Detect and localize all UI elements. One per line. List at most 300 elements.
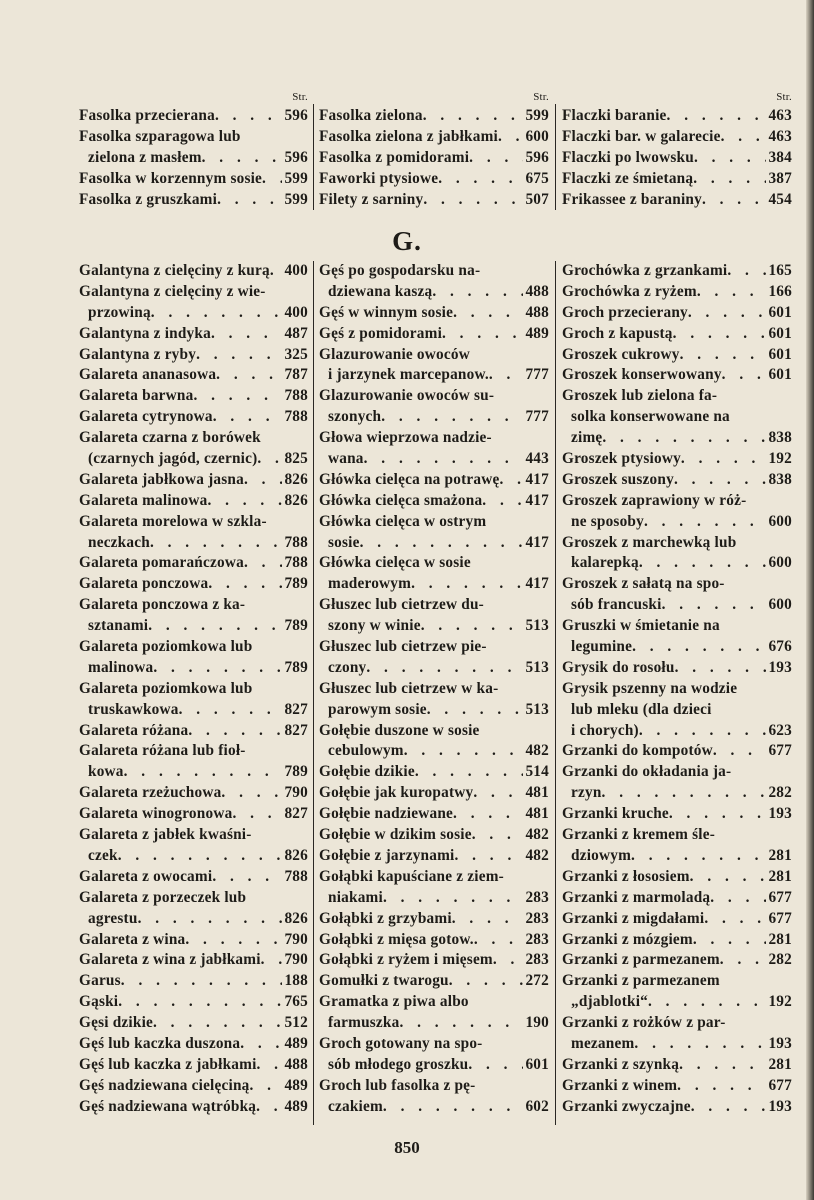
- index-entry: [79, 428, 308, 449]
- dot-leader: [720, 950, 767, 971]
- entry-page-number: 481: [525, 784, 549, 802]
- entry-title: Grzanki z marmoladą: [562, 888, 711, 906]
- index-entry: [319, 148, 549, 169]
- index-entry: [79, 386, 308, 407]
- index-entry: [562, 950, 792, 971]
- entry-title: cebulowym: [328, 742, 404, 760]
- dot-leader: [202, 148, 283, 169]
- entry-page-number: 790: [284, 784, 308, 802]
- entry-page-number: 599: [525, 107, 549, 124]
- index-entry: [319, 1013, 549, 1034]
- entry-title: Grzanki z mózgiem: [562, 930, 693, 948]
- index-entry: [562, 449, 792, 470]
- entry-title: Grzanki z kremem śle-: [562, 826, 716, 844]
- dot-leader: [710, 888, 766, 909]
- index-entry: [79, 1013, 308, 1034]
- index-entry: [562, 553, 792, 574]
- dot-leader: [673, 324, 767, 345]
- entry-page-number: 677: [768, 888, 792, 906]
- dot-leader: [489, 365, 524, 386]
- entry-title: Grochówka z grzankami: [562, 262, 728, 279]
- entry-title: Gęś nadziewana cielęciną: [79, 1076, 250, 1094]
- entry-title: Grzanki z łososiem: [562, 867, 690, 885]
- entry-page-number: 826: [284, 470, 308, 488]
- index-entry: [319, 909, 549, 930]
- entry-title: Gołębie nadziewane: [319, 805, 454, 823]
- entry-title: sztanami: [88, 617, 149, 635]
- dot-leader: [153, 1013, 282, 1034]
- entry-page-number: 513: [525, 658, 549, 676]
- dot-leader: [364, 449, 524, 470]
- entry-page-number: 417: [525, 575, 549, 593]
- index-entry: [319, 303, 549, 324]
- entry-page-number: 601: [525, 1055, 549, 1073]
- index-entry: [79, 1055, 308, 1076]
- entry-title: Gęś lub kaczka z jabłkami: [79, 1055, 257, 1073]
- entry-title: Groszek cukrowy: [562, 345, 680, 363]
- entry-title: Grzanki do okładania ja-: [562, 763, 732, 781]
- entry-page-number: 677: [768, 742, 792, 760]
- index-column-g-1: [79, 261, 308, 1118]
- dot-leader: [244, 553, 283, 574]
- dot-leader: [421, 616, 524, 637]
- entry-title: Garus: [79, 972, 121, 990]
- entry-title: Fasolka szparagowa lub: [79, 127, 241, 145]
- column-divider: [555, 261, 556, 1125]
- index-entry: [79, 637, 308, 658]
- index-entry: [319, 616, 549, 637]
- dot-leader: [244, 470, 283, 491]
- index-entry: [319, 282, 549, 303]
- entry-page-number: 512: [284, 1014, 308, 1032]
- dot-leader: [702, 190, 766, 211]
- entry-page-number: 282: [768, 951, 792, 969]
- dot-leader: [121, 971, 283, 992]
- index-entry: [79, 261, 308, 282]
- dot-leader: [473, 783, 523, 804]
- index-entry: [562, 190, 792, 211]
- entry-page-number: 765: [284, 993, 308, 1011]
- entry-page-number: 826: [284, 846, 308, 864]
- entry-page-number: 677: [768, 1076, 792, 1094]
- index-entry: [562, 637, 792, 658]
- entry-page-number: 826: [284, 909, 308, 927]
- dot-leader: [217, 190, 282, 211]
- dot-leader: [499, 470, 523, 491]
- dot-leader: [179, 700, 283, 721]
- index-column-f-2: [319, 88, 549, 210]
- index-entry: [562, 658, 792, 679]
- entry-title: Groch przecierany: [562, 303, 688, 321]
- entry-page-number: 600: [525, 127, 549, 145]
- index-entry: [562, 365, 792, 386]
- index-entry: [562, 867, 792, 888]
- entry-page-number: 193: [768, 805, 792, 823]
- entry-title: maderowym: [328, 575, 412, 593]
- entry-page-number: 482: [525, 826, 549, 844]
- entry-page-number: 488: [525, 282, 549, 300]
- index-entry: [562, 930, 792, 951]
- entry-title: sób młodego groszku: [328, 1055, 469, 1073]
- entry-page-number: 488: [284, 1055, 308, 1073]
- index-entry: [79, 1034, 308, 1055]
- entry-page-number: 192: [768, 450, 792, 468]
- entry-page-number: 193: [768, 1097, 792, 1115]
- entry-title: Galareta pomarańczowa: [79, 554, 244, 572]
- entry-page-number: 790: [284, 930, 308, 948]
- entry-page-number: 596: [284, 107, 308, 124]
- entry-title: Gołąbki z mięsa gotow.: [319, 930, 474, 948]
- dot-leader: [602, 428, 766, 449]
- entry-title: Grzanki z szynką: [562, 1055, 680, 1073]
- dot-leader: [404, 741, 524, 762]
- dot-leader: [468, 1055, 523, 1076]
- entry-page-number: 283: [525, 909, 549, 927]
- entry-page-number: 825: [284, 450, 308, 468]
- entry-title: Galareta malinowa: [79, 491, 208, 509]
- entry-page-number: 623: [768, 721, 792, 739]
- dot-leader: [138, 909, 283, 930]
- index-entry: [79, 804, 308, 825]
- entry-title: ne sposoby: [571, 512, 644, 530]
- dot-leader: [721, 127, 767, 148]
- dot-leader: [681, 449, 767, 470]
- entry-page-number: 838: [768, 470, 792, 488]
- entry-page-number: 826: [284, 491, 308, 509]
- index-entry: [319, 449, 549, 470]
- dot-leader: [634, 1034, 766, 1055]
- dot-leader: [694, 148, 767, 169]
- dot-leader: [148, 616, 282, 637]
- index-entry: [79, 700, 308, 721]
- entry-page-number: 190: [525, 1014, 549, 1032]
- entry-title: Filety z sarniny: [319, 190, 424, 208]
- entry-title: legumine: [571, 638, 633, 656]
- entry-page-number: 596: [525, 148, 549, 166]
- index-entry: [562, 1013, 792, 1034]
- dot-leader: [383, 888, 523, 909]
- index-entry: [562, 574, 792, 595]
- index-entry: [319, 721, 549, 742]
- index-entry: [319, 386, 549, 407]
- entry-title: Galareta jabłkowa jasna: [79, 470, 244, 488]
- entry-page-number: 676: [768, 638, 792, 656]
- entry-page-number: 827: [284, 721, 308, 739]
- entry-page-number: 788: [284, 387, 308, 405]
- page-header-label: Str.: [292, 91, 308, 103]
- index-entry: [79, 512, 308, 533]
- index-entry: [562, 595, 792, 616]
- dot-leader: [667, 106, 767, 127]
- dot-leader: [193, 386, 282, 407]
- index-entry: [79, 888, 308, 909]
- entry-page-number: 443: [525, 450, 549, 468]
- entry-title: Gołębie duszone w sosie: [319, 721, 480, 739]
- index-entry: [319, 345, 549, 366]
- index-column-f-3: [562, 88, 792, 210]
- index-entry: [79, 616, 308, 637]
- index-entry: [562, 825, 792, 846]
- index-entry: [79, 930, 308, 951]
- index-entry: [562, 1034, 792, 1055]
- dot-leader: [432, 282, 523, 303]
- entry-title: Gołębie w dzikim sosie: [319, 826, 472, 844]
- dot-leader: [472, 825, 524, 846]
- entry-page-number: 281: [768, 930, 792, 948]
- dot-leader: [188, 721, 282, 742]
- page-header-label: Str.: [533, 91, 549, 103]
- entry-title: szonych: [328, 408, 382, 426]
- entry-page-number: 193: [768, 658, 792, 676]
- dot-leader: [697, 282, 767, 303]
- entry-page-number: 488: [525, 303, 549, 321]
- entry-title: Fasolka przecierana: [79, 107, 215, 124]
- entry-title: Galantyna z indyka: [79, 324, 211, 342]
- entry-title: Groszek suszony: [562, 470, 674, 488]
- index-entry: [319, 825, 549, 846]
- dot-leader: [118, 992, 282, 1013]
- index-entry: [562, 127, 792, 148]
- entry-page-number: 514: [525, 763, 549, 781]
- dot-leader: [427, 700, 524, 721]
- entry-page-number: 417: [525, 491, 549, 509]
- entry-title: Galantyna z ryby: [79, 345, 197, 363]
- entry-title: Grzanki do kompotów: [562, 742, 713, 760]
- entry-title: Galareta ponczowa: [79, 575, 209, 593]
- dot-leader: [498, 127, 523, 148]
- dot-leader: [221, 783, 282, 804]
- index-entry: [319, 553, 549, 574]
- dot-leader: [691, 1097, 767, 1118]
- index-column-g-2: [319, 261, 549, 1118]
- page-header-label: Str.: [776, 91, 792, 103]
- entry-page-number: 677: [768, 909, 792, 927]
- entry-page-number: 513: [525, 700, 549, 718]
- entry-page-number: 325: [284, 345, 308, 363]
- entry-title: Grzanki z parmezanem: [562, 951, 720, 969]
- index-entry: [79, 169, 308, 190]
- index-entry: [319, 658, 549, 679]
- dot-leader: [150, 533, 283, 554]
- index-entry: [319, 574, 549, 595]
- entry-title: Grzanki z winem: [562, 1076, 678, 1094]
- index-entry: [319, 365, 549, 386]
- entry-title: Główka cielęca w sosie: [319, 554, 471, 572]
- entry-title: Galareta z jabłek kwaśni-: [79, 826, 252, 844]
- dot-leader: [453, 804, 523, 825]
- dot-leader: [151, 303, 283, 324]
- index-entry: [562, 1076, 792, 1097]
- index-entry: [562, 721, 792, 742]
- entry-title: parowym sosie: [328, 700, 427, 718]
- index-entry: [562, 616, 792, 637]
- index-entry: [562, 512, 792, 533]
- entry-page-number: 193: [768, 1034, 792, 1052]
- index-entry: [79, 574, 308, 595]
- column-divider: [313, 261, 314, 1125]
- dot-leader: [213, 407, 283, 428]
- entry-page-number: 788: [284, 867, 308, 885]
- entry-title: Flaczki ze śmietaną: [562, 169, 694, 187]
- dot-leader: [215, 106, 283, 127]
- index-entry: [319, 971, 549, 992]
- index-entry: [319, 491, 549, 512]
- dot-leader: [722, 365, 767, 386]
- entry-title: czony: [328, 658, 367, 676]
- entry-page-number: 400: [284, 303, 308, 321]
- entry-title: mezanem: [571, 1034, 635, 1052]
- index-entry: [79, 324, 308, 345]
- dot-leader: [257, 1055, 283, 1076]
- index-entry: [319, 804, 549, 825]
- entry-page-number: 454: [768, 190, 792, 208]
- index-entry: [562, 106, 792, 127]
- index-entry: [319, 106, 549, 127]
- index-entry: [562, 804, 792, 825]
- index-entry: [319, 512, 549, 533]
- index-entry: [562, 491, 792, 512]
- dot-leader: [449, 971, 524, 992]
- index-entry: [79, 106, 308, 127]
- entry-page-number: 463: [768, 107, 792, 124]
- section-heading: G.: [392, 226, 422, 256]
- index-entry: [319, 741, 549, 762]
- entry-title: kowa: [88, 763, 124, 781]
- dot-leader: [240, 1034, 282, 1055]
- entry-page-number: 417: [525, 533, 549, 551]
- dot-leader: [270, 261, 283, 282]
- entry-title: Gołębie z jarzynami: [319, 846, 455, 864]
- entry-page-number: 400: [284, 262, 308, 279]
- dot-leader: [262, 169, 282, 190]
- dot-leader: [411, 574, 523, 595]
- dot-leader: [196, 345, 282, 366]
- index-entry: [562, 324, 792, 345]
- entry-title: Gomułki z twarogu: [319, 972, 449, 990]
- entry-page-number: 507: [525, 190, 549, 208]
- entry-page-number: 417: [525, 470, 549, 488]
- entry-title: Grysik pszenny na wodzie: [562, 679, 738, 697]
- dot-leader: [644, 512, 766, 533]
- index-entry: [79, 190, 308, 211]
- entry-page-number: 827: [284, 805, 308, 823]
- entry-title: Groszek ptysiowy: [562, 450, 681, 468]
- dot-leader: [232, 804, 282, 825]
- dot-leader: [381, 407, 523, 428]
- index-entry: [562, 303, 792, 324]
- entry-page-number: 165: [768, 262, 792, 279]
- dot-leader: [212, 867, 282, 888]
- dot-leader: [677, 1076, 766, 1097]
- index-entry: [562, 282, 792, 303]
- entry-title: Glazurowanie owoców su-: [319, 387, 495, 405]
- index-entry: [319, 324, 549, 345]
- index-entry: [319, 595, 549, 616]
- dot-leader: [208, 574, 282, 595]
- dot-leader: [690, 867, 767, 888]
- entry-page-number: 192: [768, 993, 792, 1011]
- dot-leader: [455, 846, 524, 867]
- dot-leader: [423, 106, 524, 127]
- index-entry: [319, 637, 549, 658]
- index-entry: [79, 950, 308, 971]
- index-entry: [79, 909, 308, 930]
- index-entry: [79, 679, 308, 700]
- index-entry: [79, 365, 308, 386]
- dot-leader: [693, 169, 766, 190]
- index-entry: [319, 169, 549, 190]
- index-entry: [319, 679, 549, 700]
- entry-title: Grzanki z rożków z par-: [562, 1014, 726, 1032]
- entry-title: Groch gotowany na spo-: [319, 1034, 483, 1052]
- entry-title: Groch z kapustą: [562, 324, 673, 342]
- entry-title: Groszek konserwowany: [562, 366, 722, 384]
- entry-title: Główka cielęca w ostrym: [319, 512, 487, 530]
- index-entry: [319, 470, 549, 491]
- index-entry: [79, 721, 308, 742]
- index-entry: [319, 992, 549, 1013]
- entry-page-number: 789: [284, 617, 308, 635]
- index-entry: [562, 971, 792, 992]
- entry-page-number: 600: [768, 512, 792, 530]
- entry-page-number: 788: [284, 408, 308, 426]
- dot-leader: [185, 930, 282, 951]
- entry-title: kalarepką: [571, 554, 639, 572]
- entry-title: solka konserwowane na: [571, 408, 730, 426]
- dot-leader: [453, 303, 523, 324]
- index-entry: [79, 658, 308, 679]
- index-entry: [562, 261, 792, 282]
- dot-leader: [674, 470, 767, 491]
- index-entry: [319, 261, 549, 282]
- entry-title: Galareta z porzeczek lub: [79, 888, 247, 906]
- index-entry: [79, 345, 308, 366]
- dot-leader: [261, 950, 283, 971]
- entry-title: Galareta rzeżuchowa: [79, 784, 222, 802]
- entry-title: Groszek lub zielona fa-: [562, 387, 718, 405]
- dot-leader: [257, 449, 282, 470]
- entry-page-number: 489: [284, 1076, 308, 1094]
- index-entry: [319, 1055, 549, 1076]
- entry-title: Głuszec lub cietrzew w ka-: [319, 679, 499, 697]
- entry-title: agrestu: [88, 909, 138, 927]
- entry-page-number: 384: [768, 148, 792, 166]
- entry-page-number: 482: [525, 742, 549, 760]
- index-entry: [319, 867, 549, 888]
- index-entry: [319, 1097, 549, 1118]
- entry-page-number: 777: [525, 366, 549, 384]
- index-entry: [79, 595, 308, 616]
- entry-title: szony w winie: [328, 617, 421, 635]
- entry-title: czakiem: [328, 1097, 383, 1115]
- index-entry: [79, 846, 308, 867]
- entry-title: Głowa wieprzowa nadzie-: [319, 429, 492, 447]
- index-entry: [319, 930, 549, 951]
- entry-title: (czarnych jagód, czernic): [88, 450, 258, 468]
- dot-leader: [675, 658, 767, 679]
- entry-page-number: 272: [525, 972, 549, 990]
- entry-page-number: 789: [284, 575, 308, 593]
- entry-title: Galantyna z cielęciny z kurą: [79, 262, 270, 279]
- index-entry: [562, 407, 792, 428]
- dot-leader: [727, 261, 766, 282]
- index-entry: [562, 700, 792, 721]
- entry-title: Galareta różana lub fioł-: [79, 742, 246, 760]
- index-entry: [319, 700, 549, 721]
- entry-title: Gruszki w śmietanie na: [562, 617, 720, 635]
- entry-title: Grochówka z ryżem: [562, 282, 697, 300]
- entry-page-number: 600: [768, 554, 792, 572]
